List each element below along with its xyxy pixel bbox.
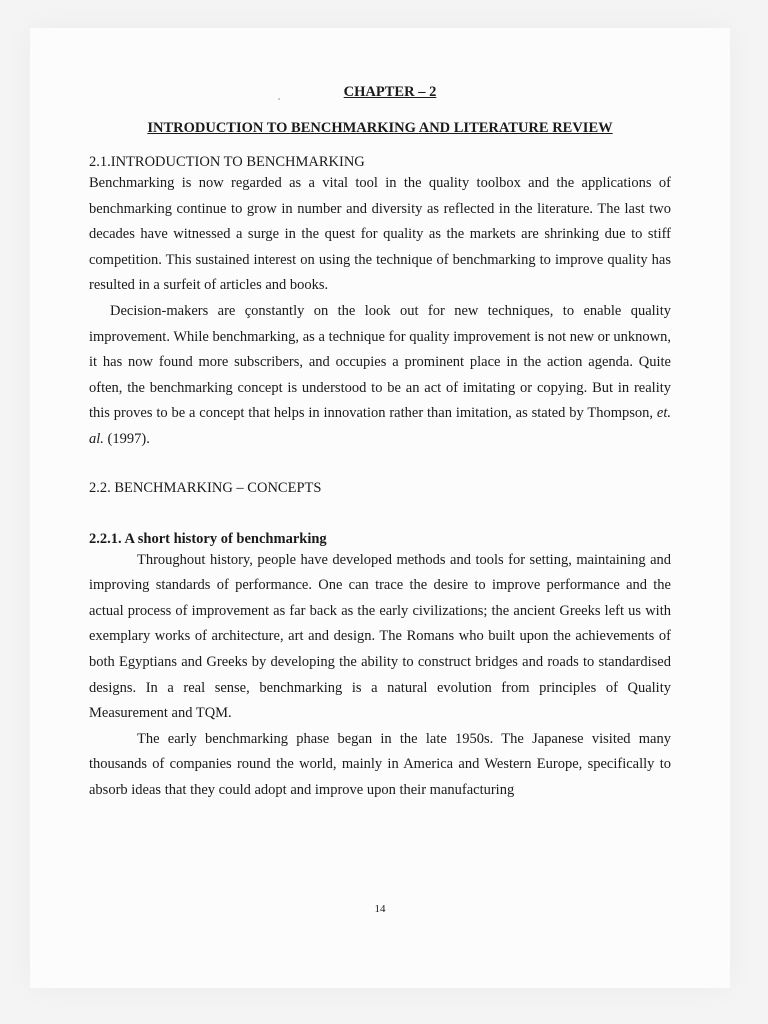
paragraph-4: The early benchmarking phase began in the late 1950s. The Japanese visited many thousands of companies round the world, mainly in America and Western Europe, specifically to absorb ideas that they could adopt and improve upon their manufacturing xyxy=(89,730,671,798)
paragraph-3: Throughout history, people have developed methods and tools for setting, maintaining and improving standards of performance. One can trace the desire to improve performance and the actual process of improvement as far back as the early civilizations; the ancient Greeks left us with exemplary works of architecture, art and design. The Romans who built upon the achievements of both Egyptians and Greeks by developing the ability to construct bridges and roads to standardised designs. In a real sense, benchmarking is a natural evolution from principles of Quality Measurement and TQM. xyxy=(89,551,671,722)
section-heading-2-1: 2.1.INTRODUCTION TO BENCHMARKING xyxy=(89,154,365,170)
document-page xyxy=(30,28,730,988)
page-content xyxy=(89,83,671,803)
chapter-label: CHAPTER – 2 xyxy=(343,84,437,100)
paragraph-2-text: Decision-makers are çonstantly on the look out for new techniques, to enable quality improvement. While benchmarking, as a technique for quality improvement is not new or unknown, it has now found more subscribers, and occupies a prominent place in the action agenda. Quite often, the benchmarking concept is understood to be an act of imitating or copying. But in reality this proves to be a concept that helps in innovation rather than imitation, as stated by Thompson, xyxy=(89,302,671,422)
section-heading-2-2: 2.2. BENCHMARKING – CONCEPTS xyxy=(89,479,322,496)
page-number: 14 xyxy=(374,903,386,915)
subsection-heading-2-2-1: 2.2.1. A short history of benchmarking xyxy=(89,530,327,547)
paragraph-1: Benchmarking is now regarded as a vital tool in the quality toolbox and the applications of benchmarking continue to grow in number and diversity as reflected in the literature. The last two decades have witnessed a surge in the quest for quality as the markets are shrinking due to stiff competition. This sustained interest on using the technique of benchmarking to improve quality has resulted in a surfeit of articles and books. xyxy=(89,175,671,294)
paragraph-2-year: (1997). xyxy=(103,430,150,447)
chapter-title: INTRODUCTION TO BENCHMARKING AND LITERATURE REVIEW xyxy=(147,120,613,136)
paragraph-2-etal: et. al. xyxy=(89,405,671,447)
paragraph-2 xyxy=(89,299,671,453)
